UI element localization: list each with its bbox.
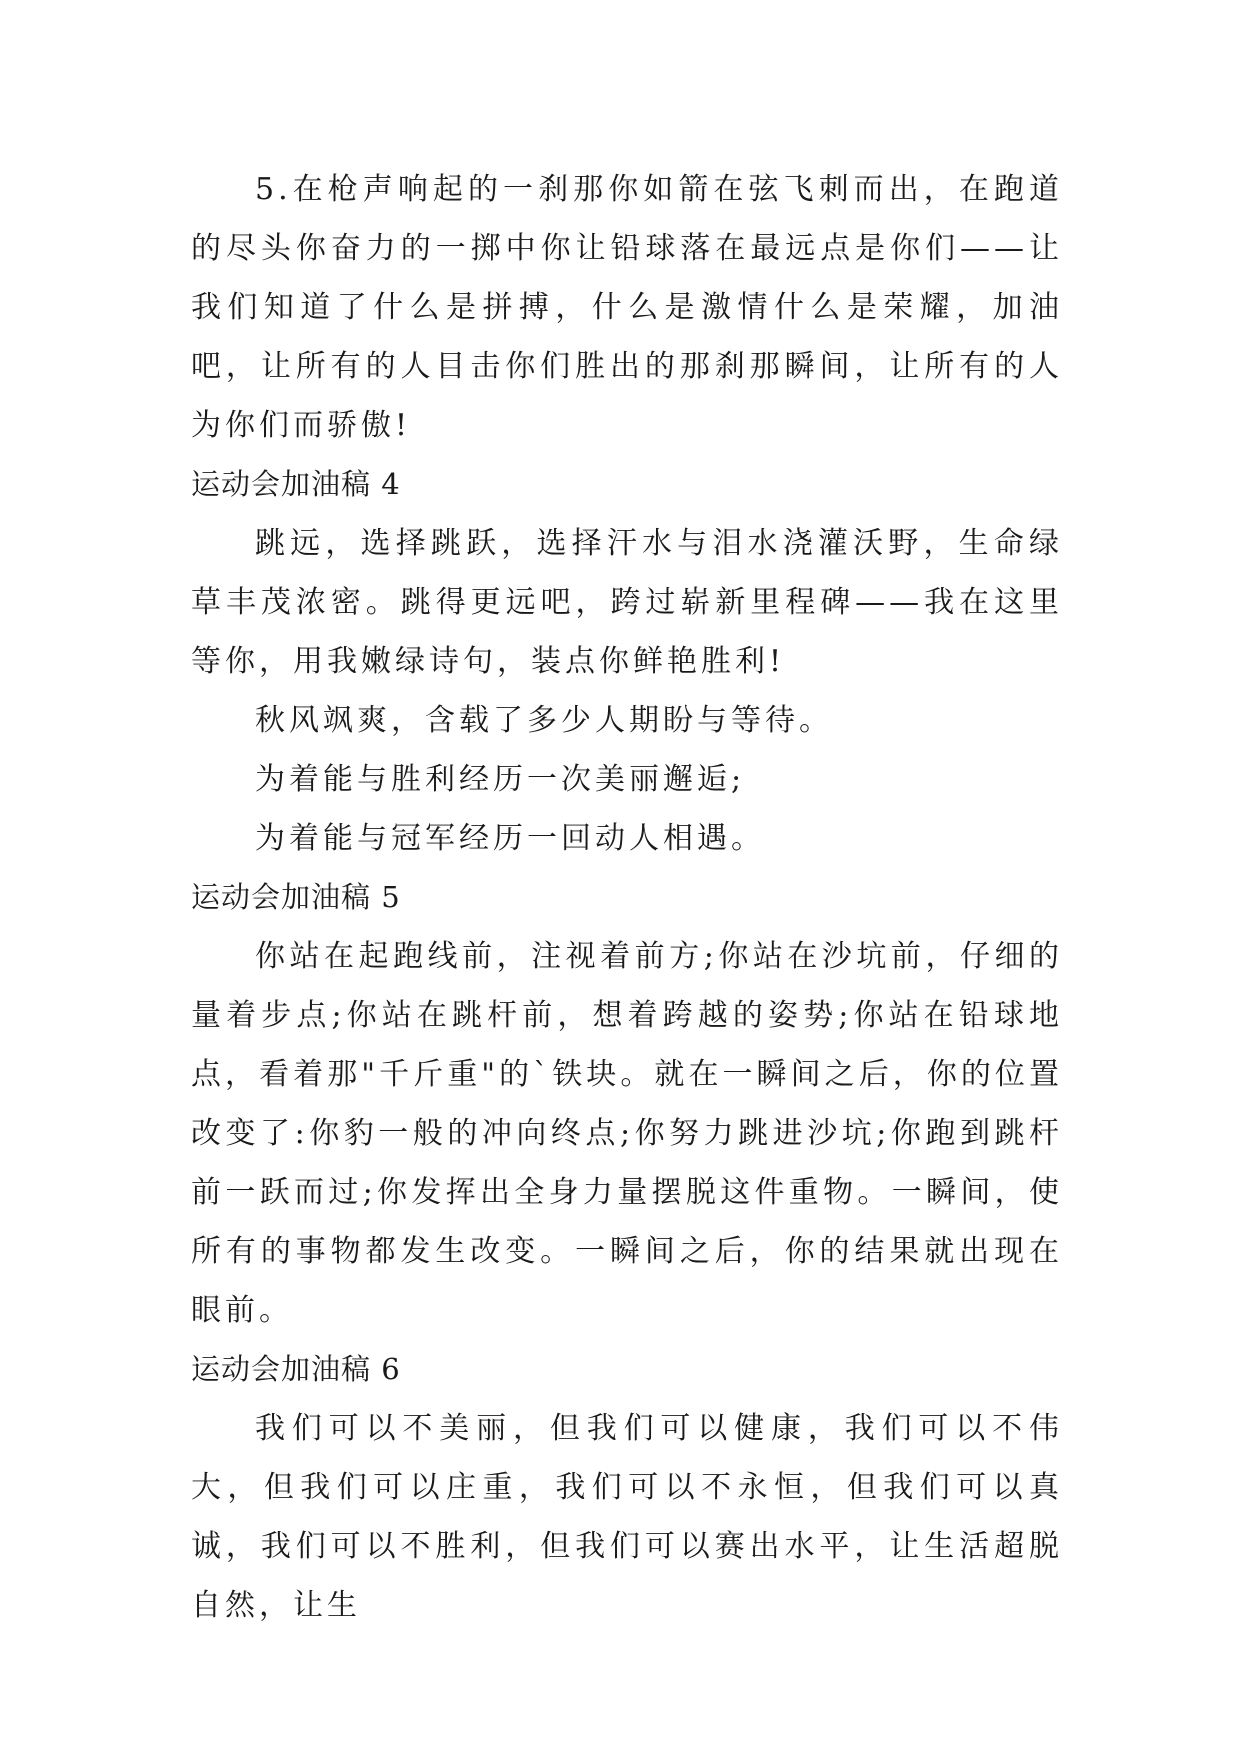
- paragraph-intro: 5.在枪声响起的一刹那你如箭在弦飞刺而出，在跑道的尽头你奋力的一掷中你让铅球落在最远点是你们——让我们知道了什么是拼搏，什么是激情什么是荣耀，加油吧，让所有的人目击你们胜出的那刹那瞬间，让所有的人为你们而骄傲!: [191, 172, 1063, 443]
- paragraph-4-champion: 为着能与冠军经历一回动人相遇。: [255, 821, 765, 856]
- paragraph-4-victory: 为着能与胜利经历一次美丽邂逅;: [255, 762, 746, 797]
- paragraph-4-long-jump: 跳远，选择跳跃，选择汗水与泪水浇灌沃野，生命绿草丰茂浓密。跳得更远吧，跨过崭新里程碑——我在这里等你，用我嫩绿诗句，装点你鲜艳胜利!: [191, 526, 1063, 679]
- section-heading-5: 运动会加油稿 5: [191, 880, 401, 914]
- document-body: [191, 160, 1063, 1635]
- section-heading-6: 运动会加油稿 6: [191, 1352, 401, 1386]
- paragraph-6-spirit: 我们可以不美丽，但我们可以健康，我们可以不伟大，但我们可以庄重，我们可以不永恒，但我们可以真诚，我们可以不胜利，但我们可以赛出水平，让生活超脱自然，让生: [191, 1411, 1063, 1623]
- paragraph-4-autumn: 秋风飒爽，含载了多少人期盼与等待。: [255, 703, 833, 738]
- paragraph-5-moment: 你站在起跑线前，注视着前方;你站在沙坑前，仔细的量着步点;你站在跳杆前，想着跨越的姿势;你站在铅球地点，看着那"千斤重"的`铁块。就在一瞬间之后，你的位置改变了:你豹一般的冲向终点;你努力跳进沙坑;你跑到跳杆前一跃而过;你发挥出全身力量摆脱这件重物。一瞬间，使所有的事物都发生改变。一瞬间之后，你的结果就出现在眼前。: [191, 939, 1063, 1328]
- section-heading-4: 运动会加油稿 4: [191, 467, 401, 501]
